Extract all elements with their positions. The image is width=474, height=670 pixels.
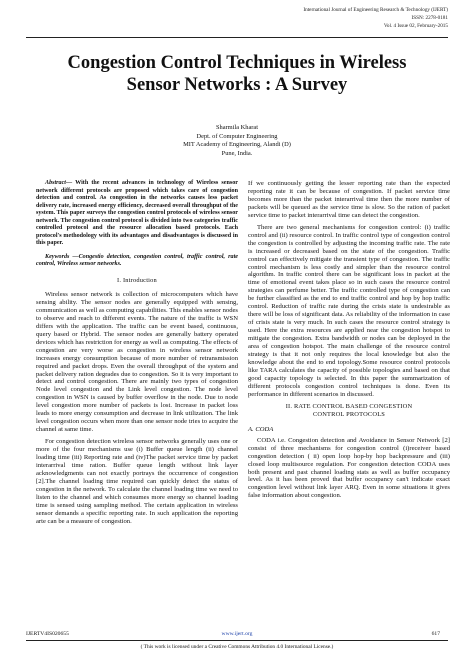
section-heading-intro: I. Introduction — [117, 276, 157, 284]
abstract-text: — With the recent advances in technology of Wireless sensor network different protocols are proposed which takes care of congestion detection and control. As congestion in the networks causes less packet delivery rate, increased energy efficiency, decreased overall throughput of the system. This paper surveys the congestion control protocols of wireless sensor network. The congestion control protocol is divided into two categories traffic controlled protocol and the resource allocation based protocols. Each protocol's methodology with its advantages and disadvantages is discussed in this paper. — [36, 180, 238, 246]
license-note: ( This work is licensed under a Creative Commons Attribution 4.0 International License.) — [140, 644, 334, 650]
section-heading-line-1: II. RATE CONTROL BASED CONGESTION — [285, 402, 413, 410]
journal-name: International Journal of Engineering Research & Technology (IJERT) — [303, 7, 448, 13]
section-heading-rate-control — [248, 403, 450, 420]
journal-header — [303, 6, 448, 30]
footer-rule — [26, 640, 448, 641]
author-block — [26, 124, 448, 158]
section-heading-line-2: CONTROL PROTOCOLS — [312, 411, 386, 419]
abstract-lead: Abstract — [45, 180, 66, 186]
body-paragraph: If we continuously getting the lesser reporting rate than the expected reporting rate it can be because of congestion. If packet service time becomes more than the packet interarrival time then the more number of packets will be queued as the service time is slow. So the ration of packet service time to packet interarrival time can detect the congestion. — [248, 180, 450, 219]
keywords: Keywords —Congestio detection, congestion control, traffic control, rate control, Wireless sensor networks. — [36, 253, 238, 267]
title-line-2: Sensor Networks : A Survey — [126, 75, 348, 95]
paper-code: IJERTV4IS020655 — [26, 631, 69, 637]
body-paragraph: For congestion detection wireless sensor networks generally uses one or more of the four mechanisms use (i) Buffer queue length (ii) channel loading time (iii) Reporting rate and (iv)The packet service time by packet interarrival time ration. Buffer queue length without link layer acknowledgments can not exactly portrays the occurrence of congestion [2].The channel loading time required can quickly detect the status of congestion in the network. To calculate the channel loading time we need to listen to the channel and which consumes more energy so channel loading time is sensed using sampling method. The certain application in wireless sensor demands a specific reporting rate. In such application the reporting arte can be a measure of congestion. — [36, 438, 238, 525]
author-location: Pune, India. — [221, 149, 253, 157]
header-rule — [26, 37, 448, 38]
subsection-heading-coda: A. CODA — [248, 425, 274, 433]
body-paragraph: CODA i.e. Congestion detection and Avoidance in Sensor Network [2] consist of three mechanisms for congestion control (i)receiver based congestion detection ( ii) open loop hop-by hop backpressure and (iii) closed loop multisource regulation. For congestion detection CODA uses both present and past channel loading stats as well as buffer occupancy level. As it has been proved that buffer occupancy can't indicate exact congestion level without link layer ARQ. Even in some situations it gives false information about congestion. — [248, 436, 450, 500]
journal-issn: ISSN: 2278-0181 — [411, 15, 448, 21]
paper-title — [26, 52, 448, 96]
left-column — [36, 180, 238, 530]
body-paragraph: There are two general mechanisms for congestion control: (i) traffic control and (ii) resource control. In traffic control type of congestion control the congestion is controlled by adjusting the incoming traffic rate. The rate is increased or decreased based on the state of the congestion. Traffic control can effectively mitigate the transient type of congestion. The traffic control mechanism is less costly and simpler than the resource control algorithm. In traffic control there can be significant loss in packet at the time of emotional event takes place so in such cases the resource control strategies can perfume better. The traffic controlled type of congestion can be further classified as the end to end traffic control and hop by hop traffic control. Reduction of traffic rate during the crisis state is undesirable as there will be loss of significant data. As reliability of the information in case of crisis state is very much. In such cases the resource control strategy is used. Here the extra resources are applied near the congestion hotspot to mitigate the congestion. Extra bandwidth or nodes can be deployed in the area of congestion hotspot. The main challenge of the resource control strategy is that it not only requires the local knowledge but also the knowledge about the end to end topology.Some resource control protocols like TARA calculates the capacity of possible topologies and based on that good capacity topology is selected. In this paper the summarization of different protocols congestion control techniques is done. Even its performance in different scenarios in discussed. — [248, 223, 450, 398]
title-line-1: Congestion Control Techniques in Wireless — [67, 53, 407, 73]
right-column — [248, 180, 450, 504]
journal-url-link[interactable]: www.ijert.org — [221, 631, 253, 637]
page-number: 617 — [431, 631, 440, 637]
body-paragraph: Wireless sensor network is collection of microcomputers which have sensing ability. The sensor nodes are generally equipped with sensing, communication as well as computing capabilities. This enables sensor nodes to observe and reach to different events. The nature of the traffic is WSN differs with the application. The traffic can be event based, continuous, query based or Hybrid. The sensor nodes are generally battery operated devices which has restriction for energy as well as computing. The effects of congestion are very worse as congestion in wireless sensor network increases energy consumption because of more number of retransmission required and packet drops. Even the overall throughput of the system and packet delivery ration degrades due to congestion. So it is very important to detect and control congestion. There are mainly two types of congestion Node level congestion and the Link level congestion. The node level congestion in WSN is caused by buffer overflow in the node. Due to node level congestion more number of packets is lost. Increase in packet loss leads to more energy consumption and decrease in link utilization. The link level congestion occurs when more than one sensor node tries to acquire the channel at same time. — [36, 291, 238, 434]
journal-volume: Vol. 4 Issue 02, February-2015 — [383, 23, 448, 29]
author-institution: MIT Academy of Engineering, Alandi (D) — [183, 141, 291, 149]
author-dept: Dept. of Computer Engineering — [196, 132, 278, 140]
abstract — [36, 180, 238, 248]
author-name: Sharmila Kharat — [215, 124, 259, 131]
